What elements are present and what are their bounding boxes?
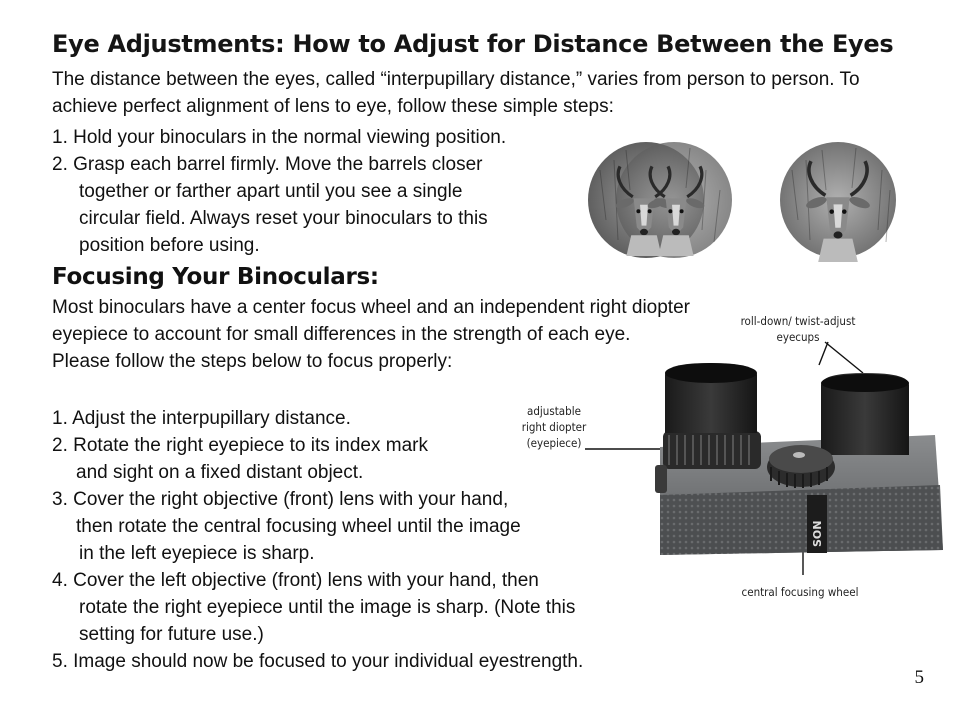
callout-eyecups-line2: eyecups: [776, 330, 820, 344]
callout-diopter-line2: right diopter: [521, 420, 587, 434]
focus-step-3: 3. Cover the right objective (front) lens with your hand,: [52, 489, 509, 510]
focus-step-4-cont-a: rotate the right eyepiece until the image is sharp. (Note this: [79, 597, 576, 618]
section-title-eye-adjustments: Eye Adjustments: How to Adjust for Distance Between the Eyes: [52, 30, 894, 58]
focus-step-3-cont-b: in the left eyepiece is sharp.: [79, 543, 315, 564]
focusing-intro: Most binoculars have a center focus wheel and an independent right diopter eyepiece to account for small differences in the strength of each eye. Please follow the steps below to focus properly:: [52, 297, 690, 372]
eye-step-2-cont-a: together or farther apart until you see a single: [79, 181, 463, 202]
eye-adjustments-intro: The distance between the eyes, called “interpupillary distance,” varies from person to person. To achieve perfect alignment of lens to eye, follow these simple steps:: [52, 69, 860, 117]
focus-step-3-cont-a: then rotate the central focusing wheel until the image: [76, 516, 521, 537]
eye-step-2-cont-b: circular field. Always reset your binoculars to this: [79, 208, 488, 229]
focus-step-2: 2. Rotate the right eyepiece to its index mark: [52, 435, 428, 456]
eye-step-1: 1. Hold your binoculars in the normal viewing position.: [52, 127, 507, 148]
focus-step-5: 5. Image should now be focused to your individual eyestrength.: [52, 651, 584, 672]
strap-lug: [655, 465, 667, 493]
callout-diopter-line3: (eyepiece): [526, 436, 582, 450]
brand-text: SON: [811, 520, 824, 547]
eye-step-2-cont-c: position before using.: [79, 235, 260, 256]
focus-step-4-cont-b: setting for future use.): [79, 624, 264, 645]
binocular-grip: [660, 485, 943, 555]
section-title-focusing: Focusing Your Binoculars:: [52, 264, 379, 290]
interpupillary-view-illustration: [586, 130, 904, 275]
callout-eyecups-line1: roll-down/ twist-adjust: [740, 314, 856, 328]
binoculars-illustration: [575, 335, 950, 575]
page-number: 5: [914, 667, 924, 688]
focus-step-2-cont: and sight on a fixed distant object.: [76, 462, 364, 483]
callout-focus-wheel: central focusing wheel: [741, 585, 859, 599]
callout-diopter-line1: adjustable: [527, 404, 581, 418]
eye-step-2: 2. Grasp each barrel firmly. Move the barrels closer: [52, 154, 483, 175]
focus-step-4: 4. Cover the left objective (front) lens with your hand, then: [52, 570, 539, 591]
focus-step-1: 1. Adjust the interpupillary distance.: [52, 408, 351, 429]
